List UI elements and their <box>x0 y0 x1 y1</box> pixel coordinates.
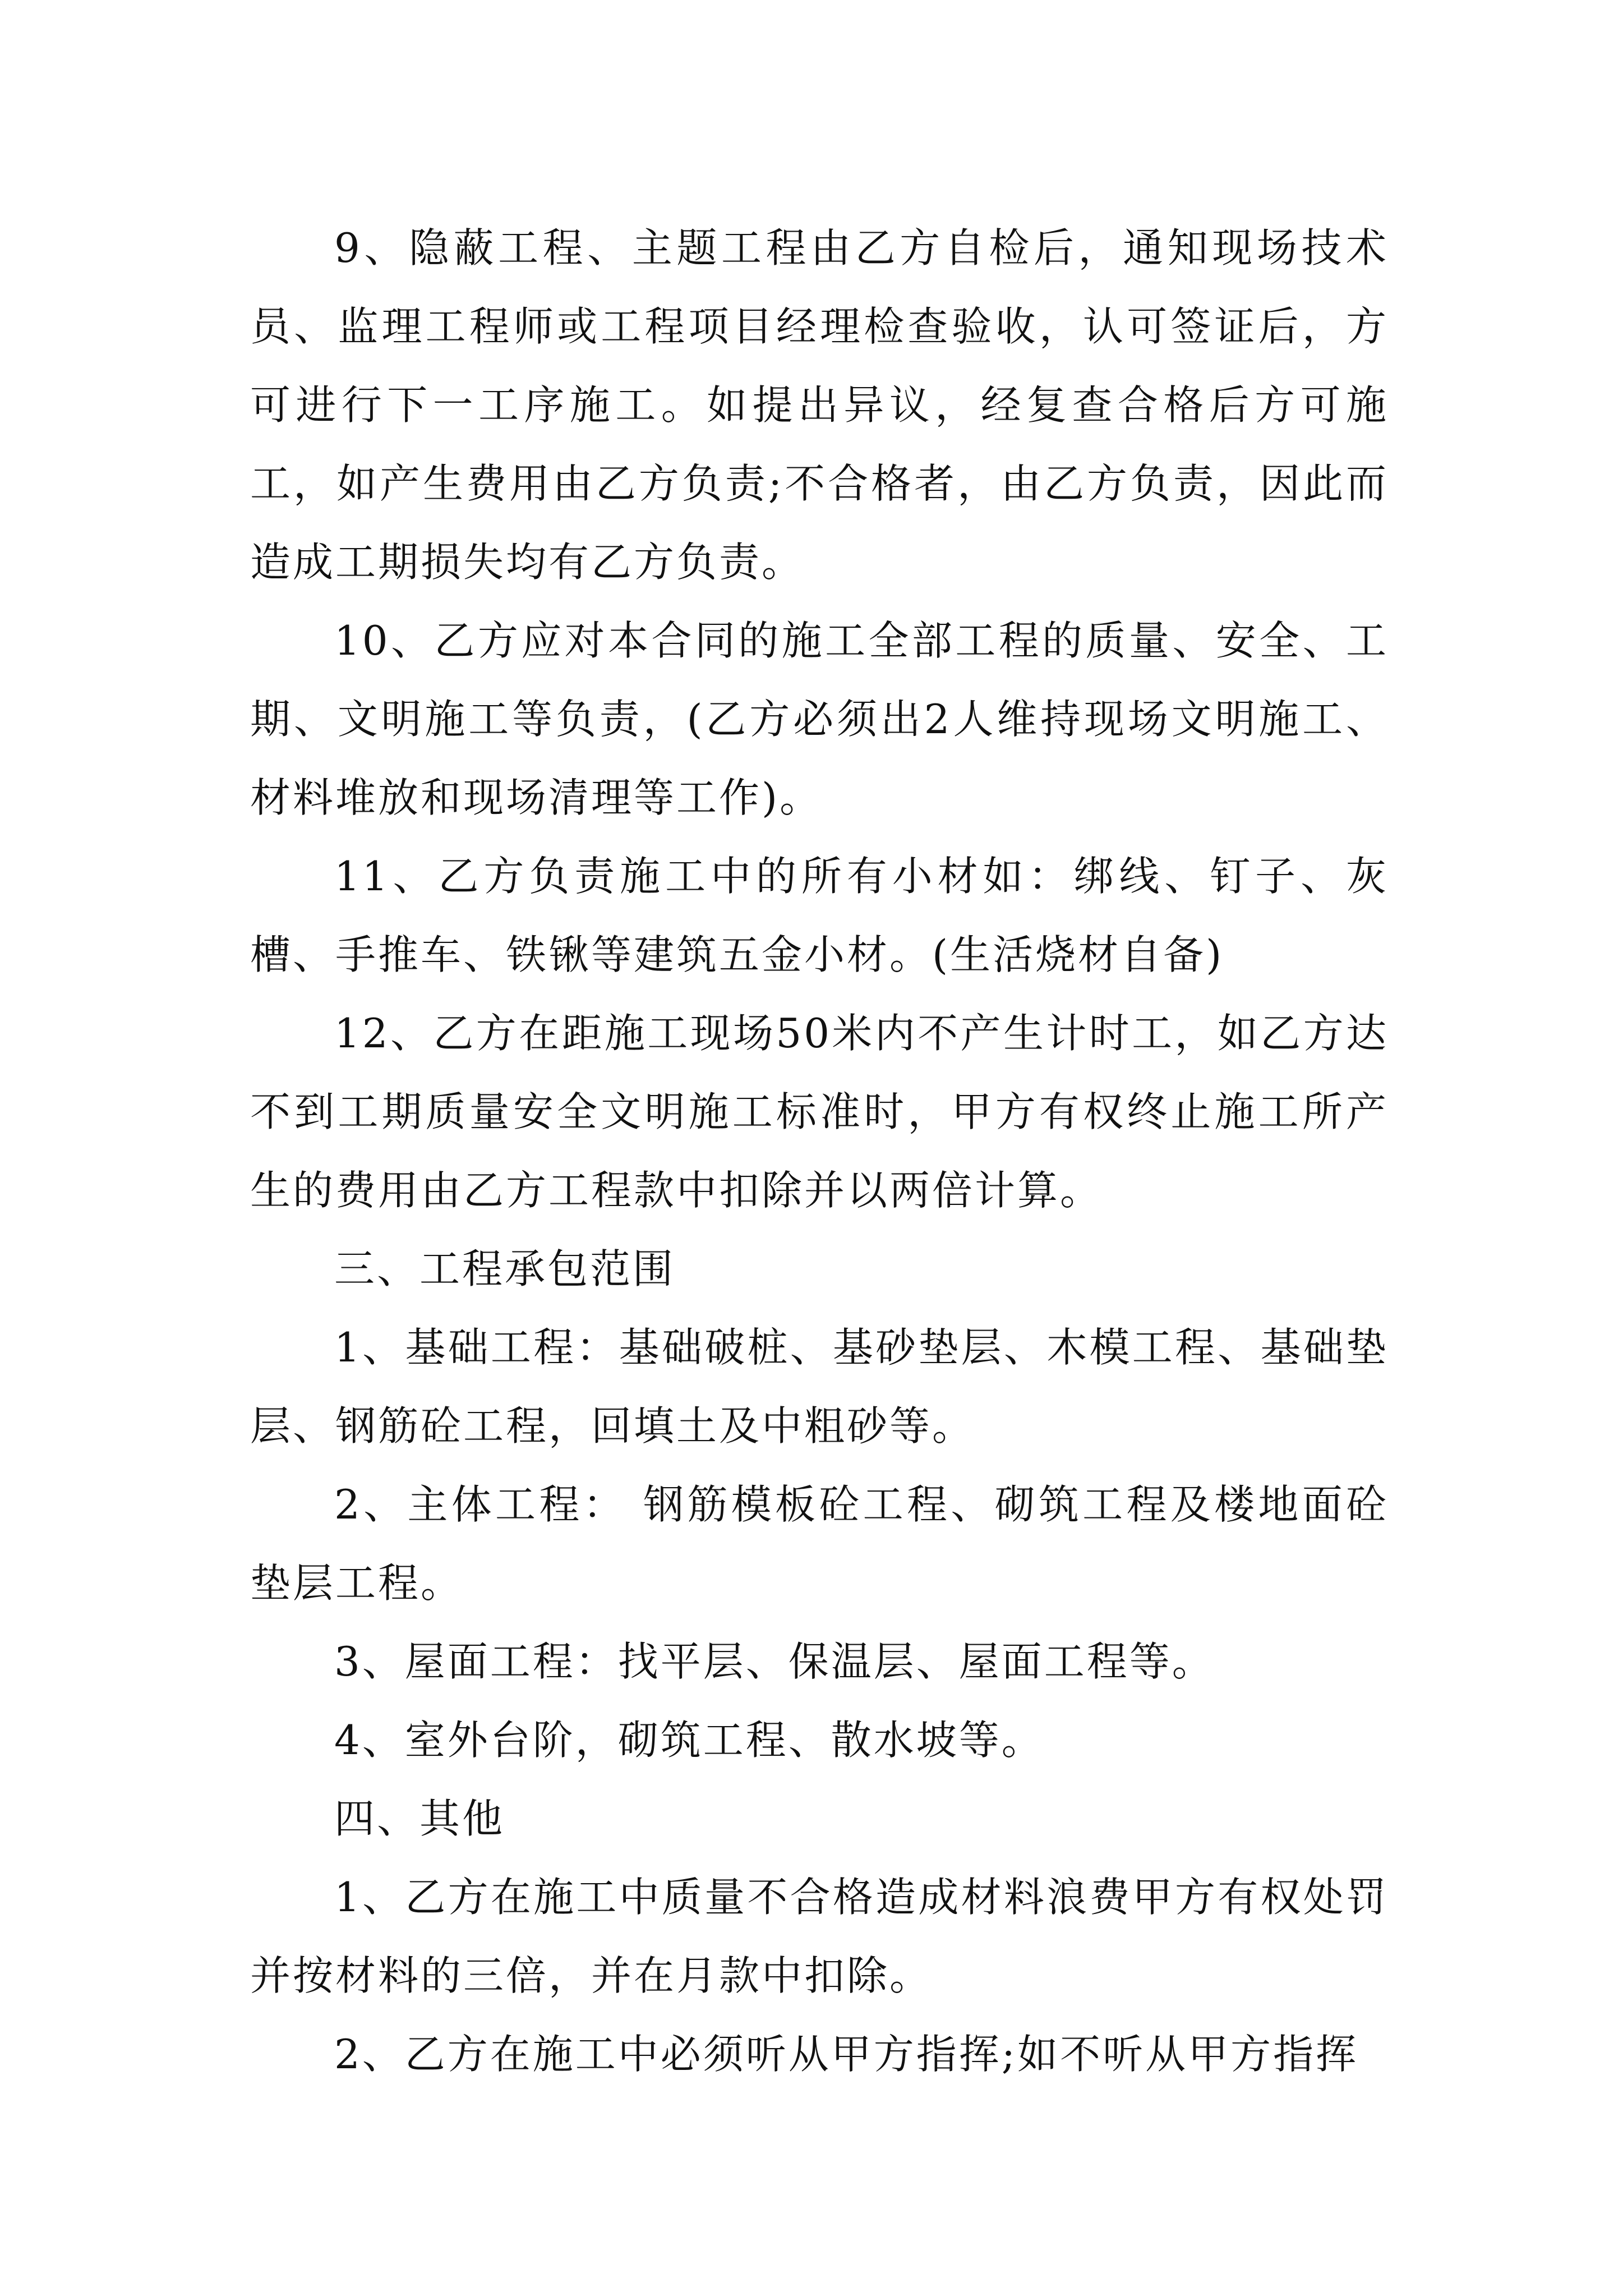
paragraph-scope-3: 3、屋面工程：找平层、保温层、屋面工程等。 <box>334 1638 1215 1685</box>
paragraph-scope-1: 1、基础工程：基础破桩、基砂垫层、木模工程、基础垫层、钢筋砼工程，回填土及中粗砂等。 <box>250 1324 1389 1450</box>
paragraph-other-2: 2、乙方在施工中必须听从甲方指挥;如不听从甲方指挥 <box>334 2031 1359 2078</box>
paragraph-scope-4: 4、室外台阶，砌筑工程、散水坡等。 <box>334 1717 1044 1764</box>
paragraph-clause-9: 9、隐蔽工程、主题工程由乙方自检后，通知现场技术员、监理工程师或工程项目经理检查验收，认可签证后，方可进行下一工序施工。如提出异议，经复查合格后方可施工，如产生费用由乙方负责;不合格者，由乙方负责，因此而造成工期损失均有乙方负责。 <box>250 224 1389 586</box>
paragraph-scope-2: 2、主体工程： 钢筋模板砼工程、砌筑工程及楼地面砼垫层工程。 <box>250 1481 1389 1607</box>
section-heading-other: 四、其他 <box>334 1795 505 1842</box>
paragraph-clause-11: 11、乙方负责施工中的所有小材如：绑线、钉子、灰槽、手推车、铁锹等建筑五金小材。(生活烧材自备) <box>250 853 1389 978</box>
paragraph-other-1: 1、乙方在施工中质量不合格造成材料浪费甲方有权处罚并按材料的三倍，并在月款中扣除。 <box>250 1874 1389 1999</box>
document-body <box>250 209 1389 2093</box>
paragraph-clause-10: 10、乙方应对本合同的施工全部工程的质量、安全、工期、文明施工等负责，(乙方必须出2人维持现场文明施工、材料堆放和现场清理等工作)。 <box>250 617 1389 821</box>
paragraph-clause-12: 12、乙方在距施工现场50米内不产生计时工，如乙方达不到工期质量安全文明施工标准时，甲方有权终止施工所产生的费用由乙方工程款中扣除并以两倍计算。 <box>250 1010 1389 1214</box>
section-heading-scope: 三、工程承包范围 <box>334 1245 676 1292</box>
